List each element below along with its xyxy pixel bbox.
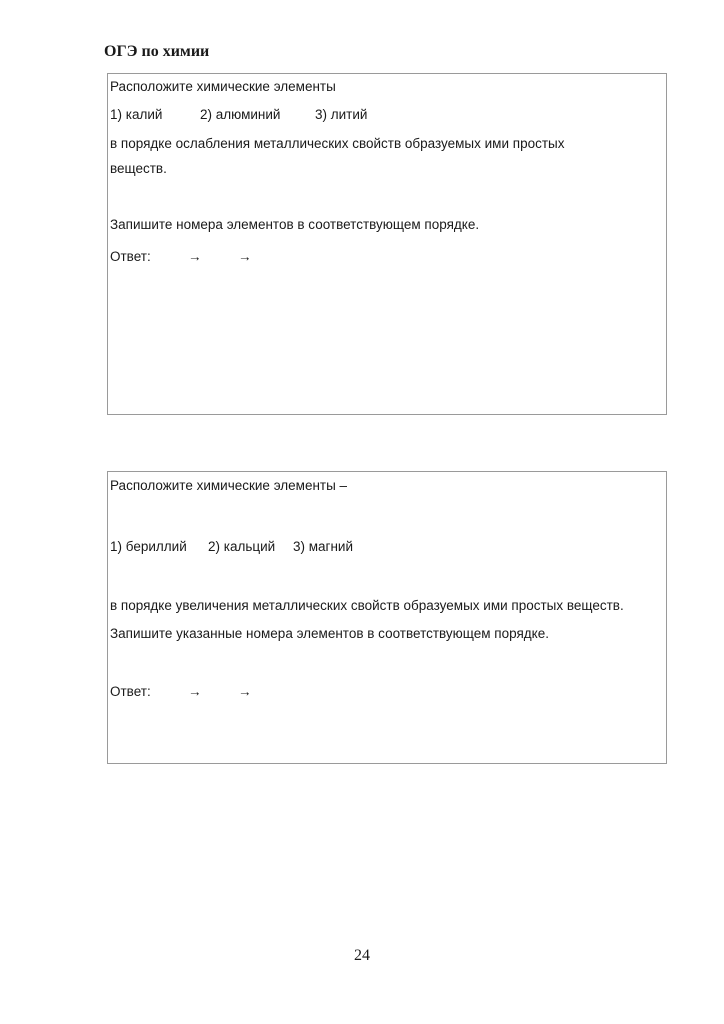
task1-arrow-1: → xyxy=(188,249,202,264)
task1-answer-label: Ответ: xyxy=(110,249,151,264)
task1-condition-line-1: в порядке ослабления металлических свойств образуемых ими простых xyxy=(110,136,565,151)
task1-condition-line-2: веществ. xyxy=(110,161,167,176)
task1-options xyxy=(110,106,368,124)
task2-arrow-2: → xyxy=(238,684,252,699)
task-box-2 xyxy=(107,471,667,764)
task2-condition: в порядке увеличения металлических свойств образуемых ими простых веществ. xyxy=(110,598,624,613)
task2-intro: Расположите химические элементы – xyxy=(110,478,348,493)
task2-option-3: 3) магний xyxy=(293,539,354,554)
task1-option-2: 2) алюминий xyxy=(200,107,281,122)
task1-instruction: Запишите номера элементов в соответствующем порядке. xyxy=(110,217,480,232)
task1-intro: Расположите химические элементы xyxy=(110,79,336,94)
page-title: ОГЭ по химии xyxy=(104,43,210,60)
task1-arrow-2: → xyxy=(238,249,252,264)
task1-option-1: 1) калий xyxy=(110,107,163,122)
task2-answer-label: Ответ: xyxy=(110,684,151,699)
task2-answer-row xyxy=(110,683,252,701)
task2-option-2: 2) кальций xyxy=(208,539,276,554)
task-box-1 xyxy=(107,73,667,415)
task1-option-3: 3) литий xyxy=(315,107,368,122)
task1-answer-row xyxy=(110,248,252,266)
task2-options xyxy=(110,538,354,556)
task2-arrow-1: → xyxy=(188,684,202,699)
task2-instruction: Запишите указанные номера элементов в соответствующем порядке. xyxy=(110,626,549,641)
task2-option-1: 1) бериллий xyxy=(110,539,187,554)
page-number: 24 xyxy=(354,947,370,964)
